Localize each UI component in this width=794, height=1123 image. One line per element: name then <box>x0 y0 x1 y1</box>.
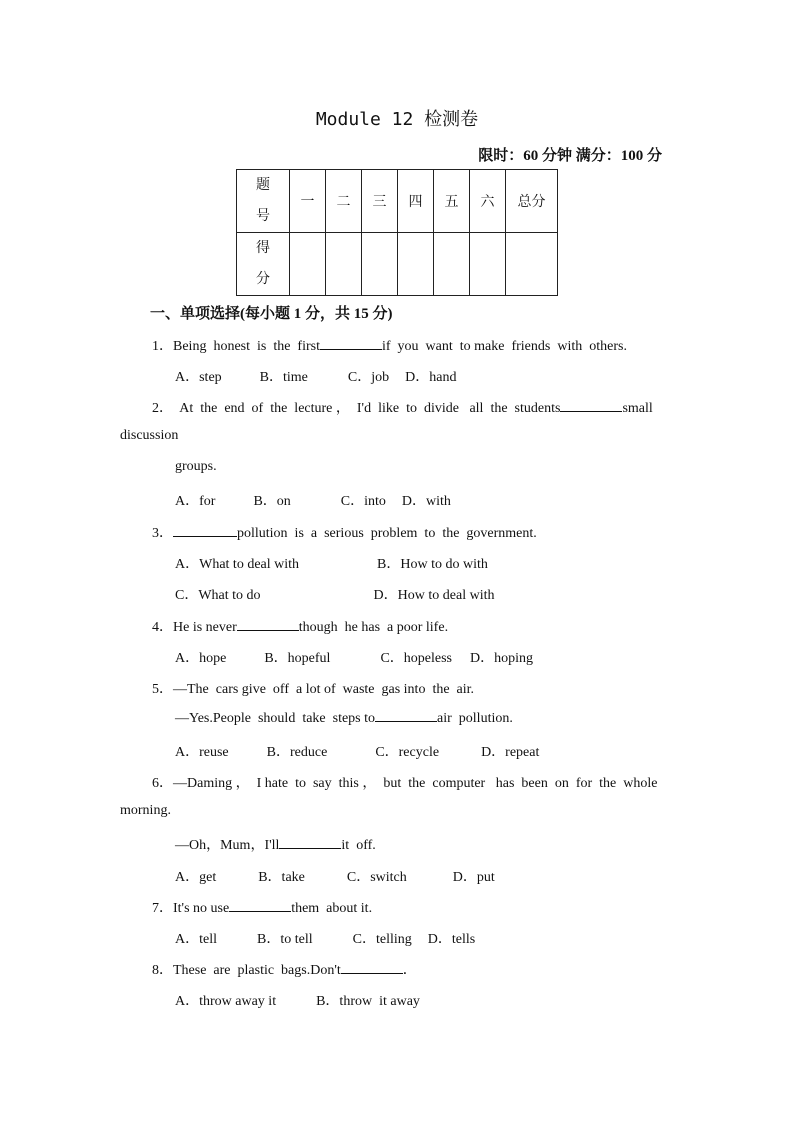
question-5: 5．—The cars give off a lot of waste gas into the air. <box>152 682 475 697</box>
options-6: A．get B．take C．switch D．put <box>175 870 495 885</box>
question-5-cont: —Yes.People should take steps to air pollution. <box>175 711 513 726</box>
answer-blank[interactable] <box>320 337 382 350</box>
options-4: A．hope B．hopeful C．hopeless D．hoping <box>175 651 533 666</box>
answer-blank[interactable] <box>229 899 291 912</box>
column-header: 总分 <box>506 170 558 233</box>
column-header: 二 <box>326 170 362 233</box>
options-3b: C．What to do D．How to deal with <box>175 588 495 603</box>
question-1: 1．Being honest is the first if you want to make friends with others. <box>152 339 627 354</box>
answer-blank[interactable] <box>341 961 403 974</box>
column-header: 六 <box>470 170 506 233</box>
question-6-cont: —Oh，Mum，I'll it off. <box>175 838 376 853</box>
question-4: 4．He is never though he has a poor life. <box>152 620 449 635</box>
options-1: A．step B．time C．job D．hand <box>175 370 457 385</box>
question-2-cont: discussion <box>120 428 179 443</box>
answer-blank[interactable] <box>279 836 341 849</box>
table-row-score-label: 得 分 <box>237 233 290 296</box>
score-table <box>236 169 558 296</box>
score-cell[interactable] <box>326 233 362 296</box>
options-8: A．throw away it B．throw it away <box>175 994 420 1009</box>
question-2: 2． At the end of the lecture ， I'd like to divide all the students small <box>152 401 653 416</box>
question-7: 7．It's no use them about it. <box>152 901 373 916</box>
column-header: 五 <box>434 170 470 233</box>
options-5: A．reuse B．reduce C．recycle D．repeat <box>175 745 540 760</box>
table-row-header-label: 题 号 <box>237 170 290 233</box>
question-6-cont: morning. <box>120 803 171 818</box>
answer-blank[interactable] <box>237 618 299 631</box>
question-8: 8．These are plastic bags.Don't ． <box>152 963 417 978</box>
question-3: 3． pollution is a serious problem to the government. <box>152 526 537 541</box>
score-cell[interactable] <box>434 233 470 296</box>
page-title: Module 12 检测卷 <box>315 109 479 130</box>
answer-blank[interactable] <box>375 709 437 722</box>
question-6: 6．—Daming ， I hate to say this ， but the computer has been on for the whole <box>152 776 658 791</box>
score-cell[interactable] <box>470 233 506 296</box>
options-3a: A．What to deal with B．How to do with <box>175 557 488 572</box>
options-2: A．for B．on C．into D．with <box>175 494 451 509</box>
score-cell[interactable] <box>362 233 398 296</box>
answer-blank[interactable] <box>173 524 237 537</box>
score-cell[interactable] <box>506 233 558 296</box>
column-header: 一 <box>290 170 326 233</box>
question-2-cont: groups. <box>175 459 217 474</box>
score-cell[interactable] <box>290 233 326 296</box>
options-7: A．tell B．to tell C．telling D．tells <box>175 932 476 947</box>
answer-blank[interactable] <box>560 399 622 412</box>
time-info: 限时：60 分钟 满分：100 分 <box>478 148 662 164</box>
section-heading: 一、单项选择(每小题 1 分，共 15 分) <box>150 306 393 322</box>
column-header: 三 <box>362 170 398 233</box>
score-cell[interactable] <box>398 233 434 296</box>
column-header: 四 <box>398 170 434 233</box>
